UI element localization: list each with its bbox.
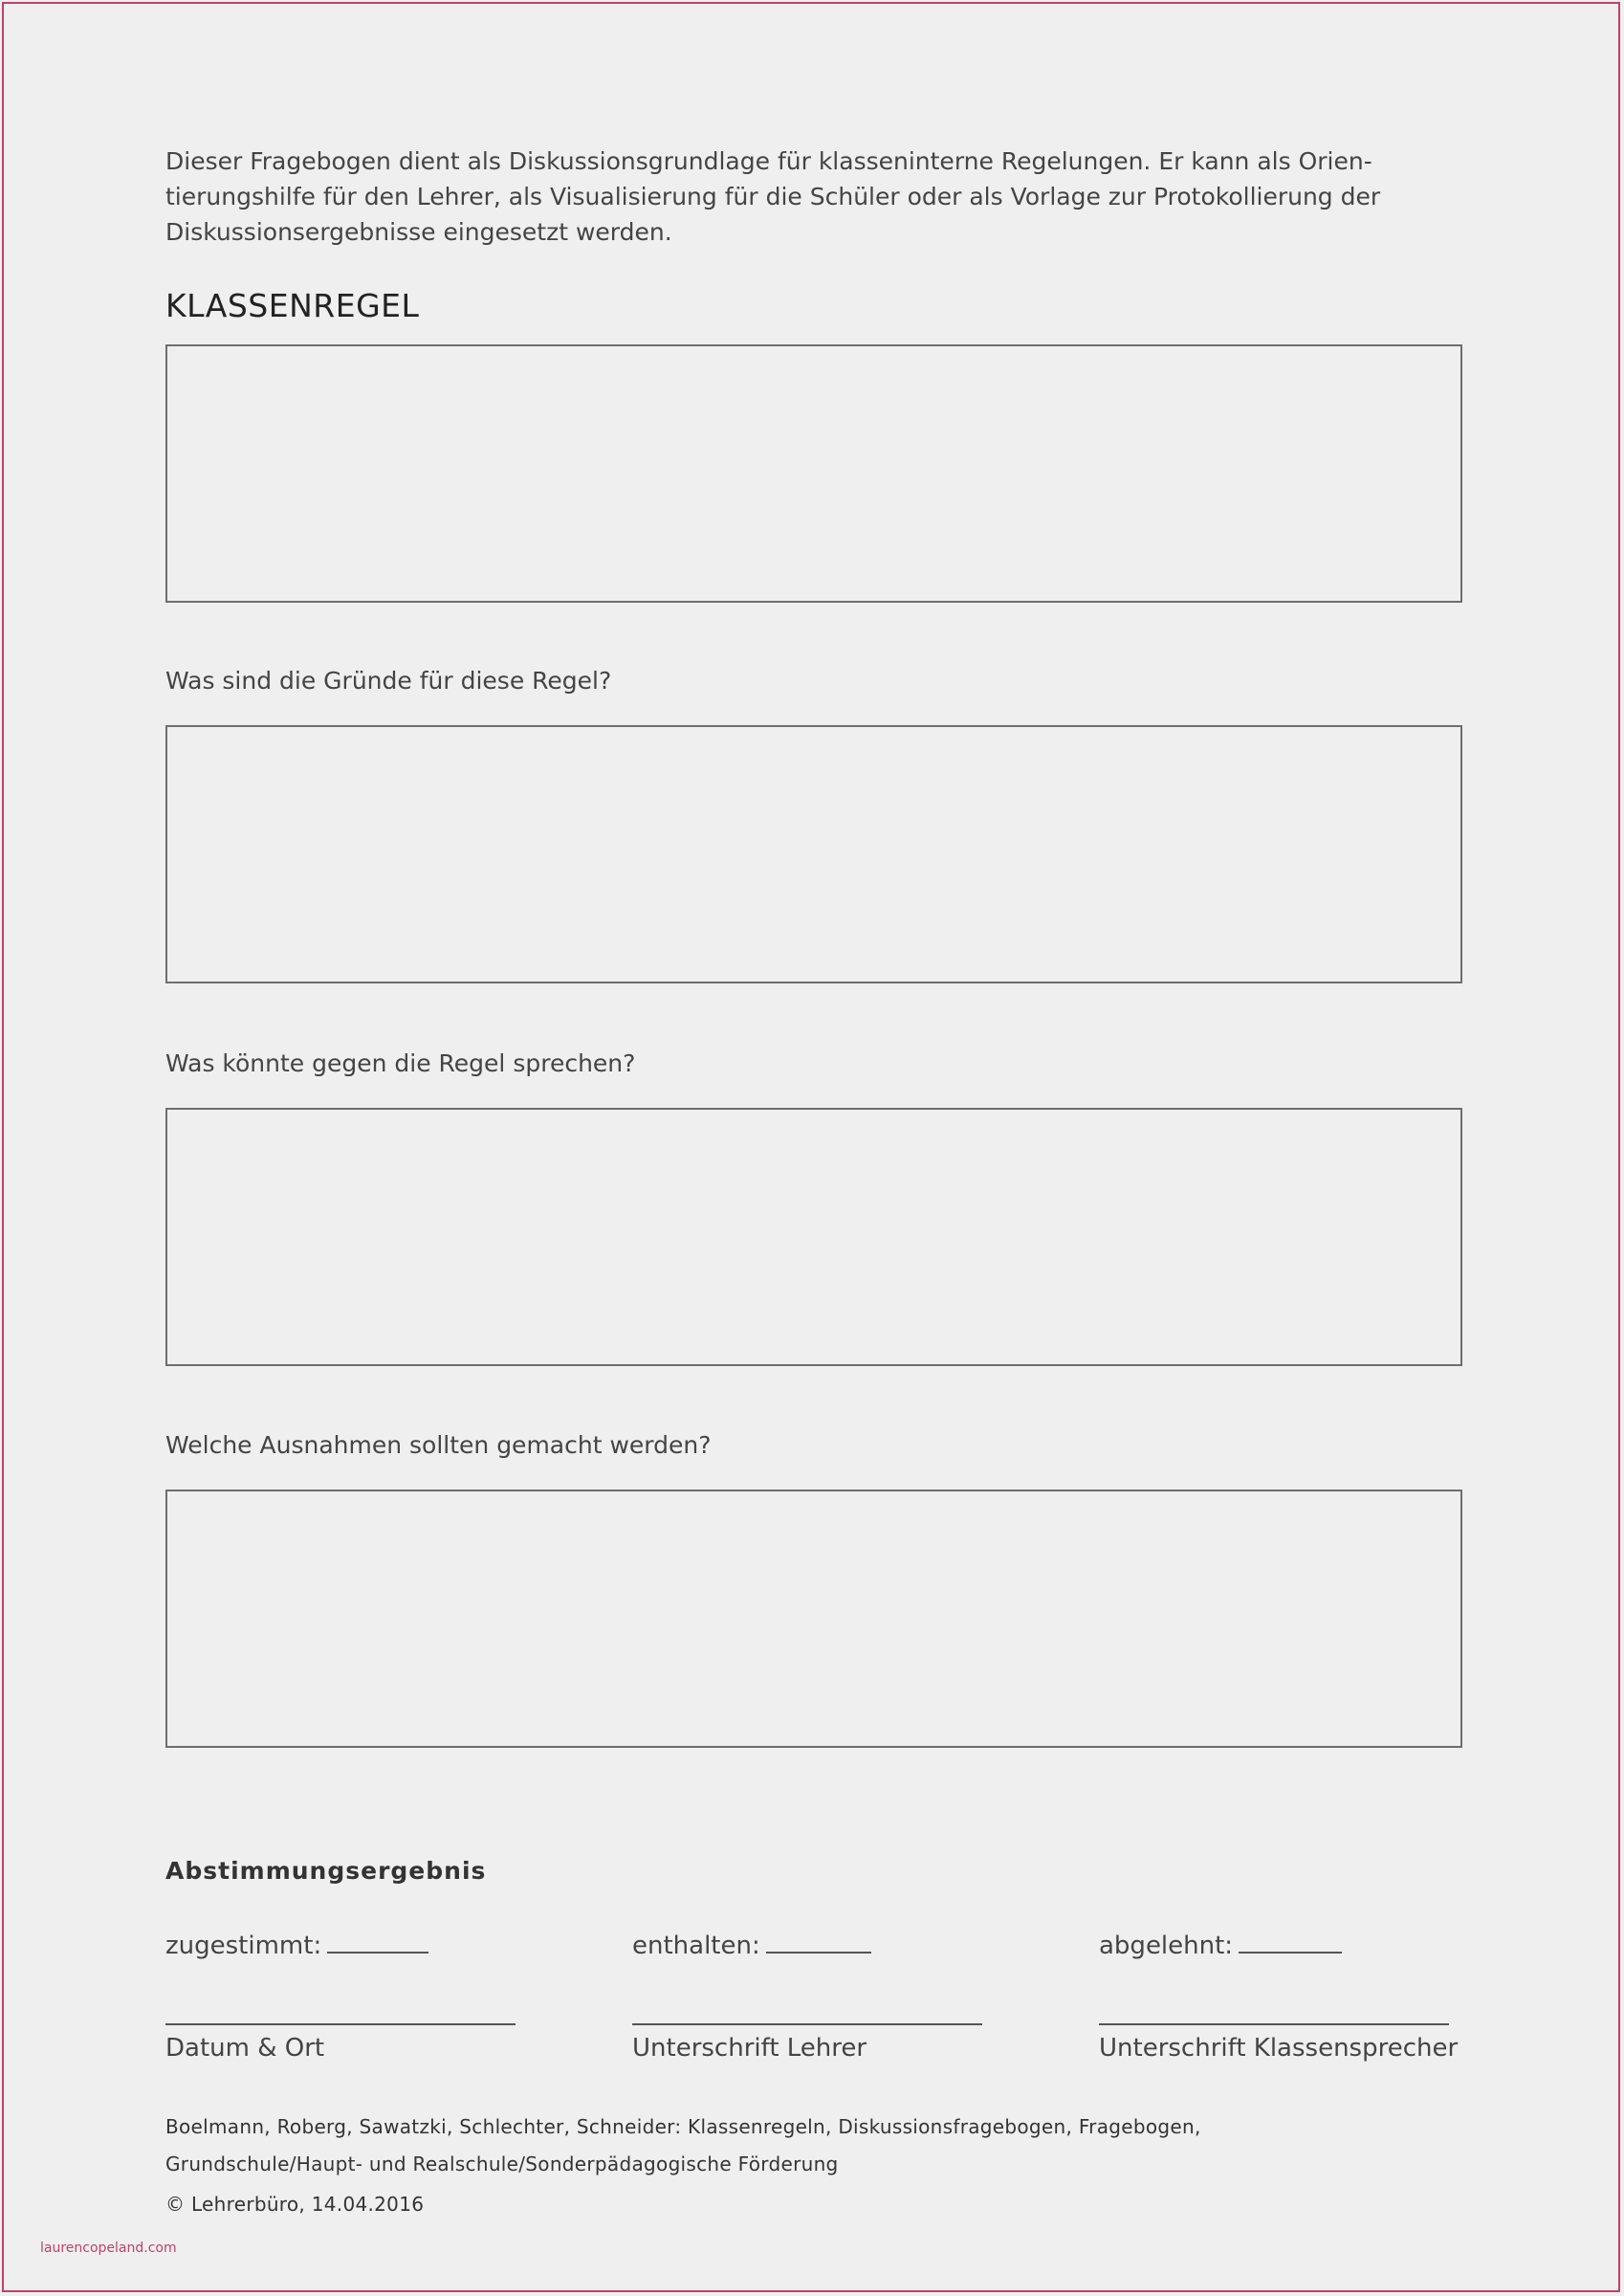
reasons-answer-box[interactable] — [165, 725, 1462, 983]
vote-heading: Abstimmungsergebnis — [165, 1857, 487, 1885]
teacher-signature-line[interactable] — [632, 2023, 982, 2025]
footer-category: Grundschule/Haupt- und Realschule/Sonderpädagogische Förderung — [165, 2152, 839, 2175]
vote-approved-label: zugestimmt: — [165, 1932, 322, 1960]
rule-answer-box[interactable] — [165, 344, 1462, 603]
rule-title: KLASSENREGEL — [165, 287, 420, 324]
vote-rejected-blank[interactable] — [1239, 1931, 1342, 1954]
footer-copyright: © Lehrerbüro, 14.04.2016 — [165, 2193, 425, 2216]
exceptions-answer-box[interactable] — [165, 1490, 1462, 1748]
vote-approved-blank[interactable] — [327, 1931, 428, 1954]
class-rep-signature-label: Unterschrift Klassensprecher — [1099, 2034, 1459, 2063]
intro-line: Diskussionsergebnisse eingesetzt werden. — [165, 218, 672, 246]
class-rep-signature-line[interactable] — [1099, 2023, 1449, 2025]
intro-text — [165, 144, 1447, 250]
question-objections: Was könnte gegen die Regel sprechen? — [165, 1049, 636, 1077]
teacher-signature-label: Unterschrift Lehrer — [632, 2034, 867, 2063]
objections-answer-box[interactable] — [165, 1108, 1462, 1366]
vote-rejected-label: abgelehnt: — [1099, 1932, 1234, 1960]
intro-line: Dieser Fragebogen dient als Diskussionsgrundlage für klasseninterne Regelungen. Er kann als Orien- — [165, 147, 1372, 175]
vote-abstained-blank[interactable] — [766, 1931, 871, 1954]
vote-abstained — [632, 1931, 871, 1960]
date-place-line[interactable] — [165, 2023, 516, 2025]
vote-rejected — [1099, 1931, 1342, 1960]
vote-abstained-label: enthalten: — [632, 1932, 760, 1960]
footer-credits: Boelmann, Roberg, Sawatzki, Schlechter, Schneider: Klassenregeln, Diskussionsfragebogen, Fragebogen, — [165, 2115, 1201, 2138]
question-exceptions: Welche Ausnahmen sollten gemacht werden? — [165, 1431, 712, 1459]
question-reasons: Was sind die Gründe für diese Regel? — [165, 667, 612, 695]
date-place-label: Datum & Ort — [165, 2034, 325, 2063]
watermark: laurencopeland.com — [40, 2241, 177, 2256]
vote-approved — [165, 1931, 428, 1960]
intro-line: tierungshilfe für den Lehrer, als Visualisierung für die Schüler oder als Vorlage zur Protokollierung der — [165, 183, 1381, 210]
